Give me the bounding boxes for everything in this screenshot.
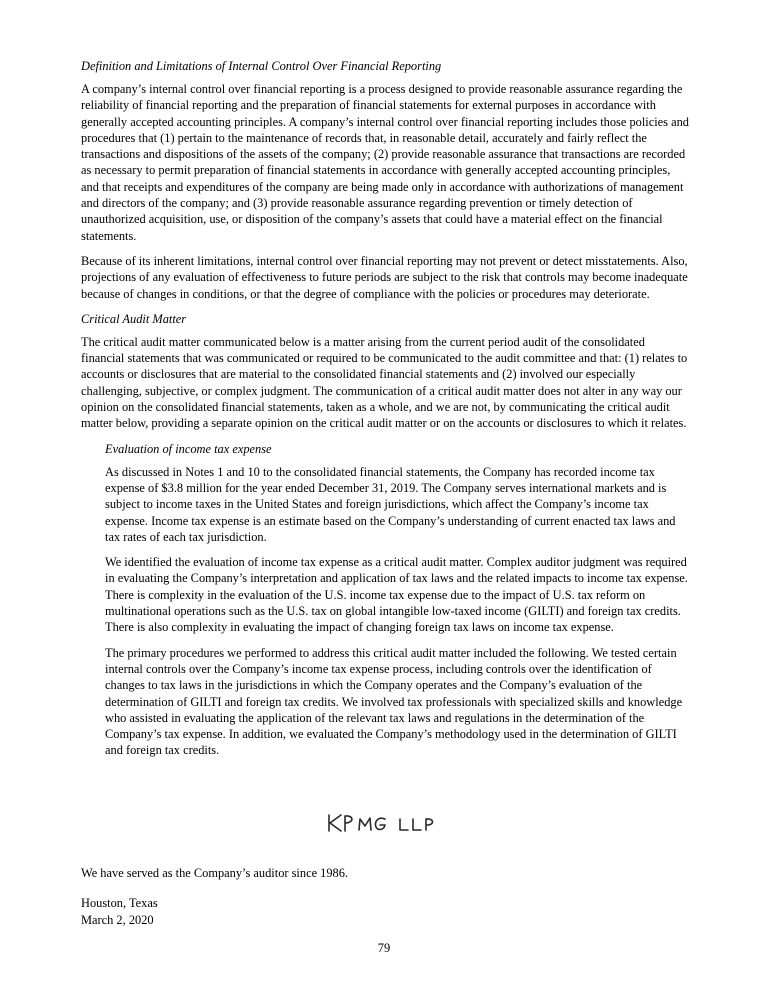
auditor-since: We have served as the Company’s auditor since 1986. [81, 866, 349, 880]
critical-audit-matter-heading: Critical Audit Matter [81, 311, 187, 326]
income-tax-heading: Evaluation of income tax expense [105, 441, 272, 456]
income-tax-paragraph-1: As discussed in Notes 1 and 10 to the consolidated financial statements, the Company has recorded income tax expense of $3.8 million for the year ended December 31, 2019. The Company serves international markets and is subject to income taxes in the United States and foreign jurisdictions, which affect the Company’s income tax expense. Income tax expense is an estimate based on the Company’s understanding of current enacted tax laws and tax rates of each tax jurisdiction. [105, 464, 676, 544]
definition-paragraph-2: Because of its inherent limitations, internal control over financial reporting may not prevent or detect misstatements. Also, projections of any evaluation of effectiveness to future periods are subject to the risk that controls may become inadequate because of changes in conditions, or that the degree of compliance with the policies or procedures may deteriorate. [81, 253, 688, 301]
report-body [81, 58, 689, 768]
page-number: 79 [377, 941, 391, 955]
critical-audit-matter-paragraph: The critical audit matter communicated below is a matter arising from the current period audit of the consolidated financial statements that was communicated or required to be communicated to the audit committee and that: (1) relates to accounts or disclosures that are material to the consolidated financial statements and (2) involved our especially challenging, subjective, or complex judgment. The communication of a critical audit matter does not alter in any way our opinion on the consolidated financial statements, taken as a whole, and we are not, by communicating the critical audit matter below, providing a separate opinion on the critical audit matter or on the accounts or disclosures to which it relates. [81, 334, 688, 431]
income-tax-paragraph-2: We identified the evaluation of income tax expense as a critical audit matter. Complex auditor judgment was required in evaluating the Company’s interpretation and application of tax laws and the related impacts to income tax expense. There is complexity in the evaluation of the U.S. income tax expense due to the impact of U.S. tax reform on multinational operations such as the U.S. tax on global intangible low-taxed income (GILTI) and foreign tax credits. There is also complexity in evaluating the impact of changing foreign tax laws on income tax expense. [105, 555, 688, 635]
report-footer [81, 865, 689, 928]
city: Houston, Texas [81, 896, 158, 911]
kpmg-signature [326, 812, 456, 834]
report-date: March 2, 2020 [81, 912, 154, 927]
income-tax-paragraph-3: The primary procedures we performed to address this critical audit matter included the following. We tested certain internal controls over the Company’s income tax expense process, including controls over the identification of changes to tax laws in the jurisdictions in which the Company operates and the Company’s evaluation of the determination of GILTI and foreign tax credits. We involved tax professionals with specialized skills and knowledge who assisted in evaluating the application of the relevant tax laws and regulations in the determination of the Company’s tax expense. In addition, we evaluated the Company’s methodology used in the determination of GILTI and foreign tax credits. [105, 645, 683, 758]
definition-heading: Definition and Limitations of Internal Control Over Financial Reporting [81, 59, 442, 73]
definition-paragraph-1: A company’s internal control over financial reporting is a process designed to provide reasonable assurance regarding the reliability of financial reporting and the preparation of financial statements for external purposes in accordance with generally accepted accounting principles. A company’s internal control over financial reporting includes those policies and procedures that (1) pertain to the maintenance of records that, in reasonable detail, accurately and fairly reflect the transactions and dispositions of the assets of the company; (2) provide reasonable assurance that transactions are recorded as necessary to permit preparation of financial statements in accordance with generally accepted accounting principles, and that receipts and expenditures of the company are being made only in accordance with authorizations of management and directors of the company; and (3) provide reasonable assurance regarding prevention or timely detection of unauthorized acquisition, use, or disposition of the company’s assets that could have a material effect on the financial statements. [81, 82, 689, 243]
income-tax-section [105, 441, 689, 759]
